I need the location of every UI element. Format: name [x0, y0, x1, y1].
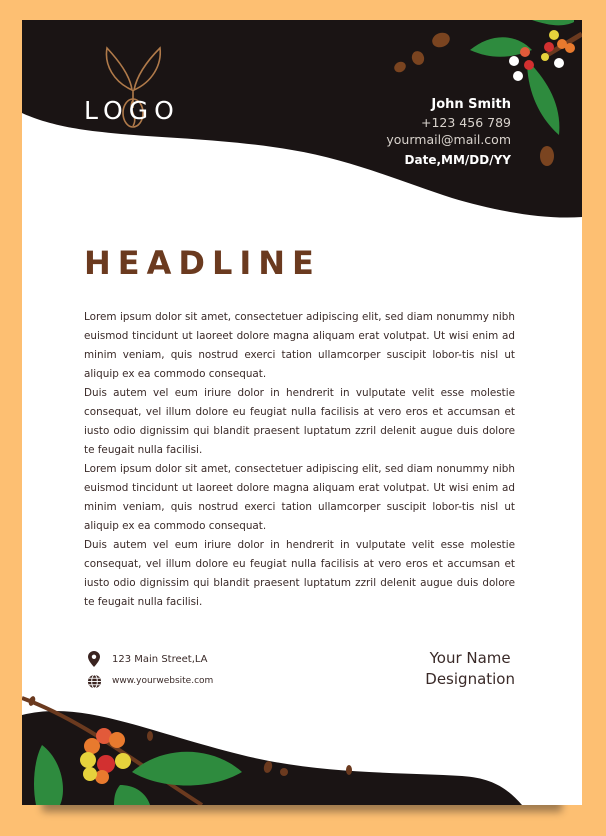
website-link[interactable]: www.yourwebsite.com	[112, 676, 214, 686]
contact-name: John Smith	[431, 97, 511, 112]
headline: HEADLINE	[84, 244, 321, 282]
footer-contact	[86, 648, 213, 692]
signature-designation: Designation	[425, 670, 515, 688]
signature-block	[425, 648, 515, 690]
body-text	[84, 308, 515, 612]
signature-name: Your Name	[429, 649, 511, 667]
contact-email: yourmail@mail.com	[386, 132, 511, 147]
paragraph: Duis autem vel eum iriure dolor in hendrerit in vulputate velit esse molestie consequat, vel illum dolore eu feugiat nulla facilisis at vero eros et accumsan et iusto odio dignissim qui blandit praesent luptatum zzril delenit augue duis dolore te feugait nulla facilisi.	[84, 539, 515, 608]
contact-phone: +123 456 789	[421, 115, 511, 130]
contact-block	[386, 96, 511, 170]
address-text: 123 Main Street,LA	[112, 653, 208, 665]
letterhead-page	[22, 20, 582, 805]
globe-icon	[86, 673, 102, 689]
map-pin-icon	[86, 651, 102, 667]
paragraph: Duis autem vel eum iriure dolor in hendrerit in vulputate velit esse molestie consequat, vel illum dolore eu feugiat nulla facilisis at vero eros et accumsan et iusto odio dignissim qui blandit praesent luptatum zzril delenit augue duis dolore te feugait nulla facilisi.	[84, 387, 515, 456]
contact-date: Date,MM/DD/YY	[404, 153, 511, 167]
paragraph: Lorem ipsum dolor sit amet, consectetuer adipiscing elit, sed diam nonummy nibh euismod tincidunt ut laoreet dolore magna aliquam erat volutpat. Ut wisi enim ad minim veniam, quis nostrud exerci tation ullamcorper suscipit lobor-tis nisl ut aliquip ex ea commodo consequat.	[84, 463, 515, 532]
paragraph: Lorem ipsum dolor sit amet, consectetuer adipiscing elit, sed diam nonummy nibh euismod tincidunt ut laoreet dolore magna aliquam erat volutpat. Ut wisi enim ad minim veniam, quis nostrud exerci tation ullamcorper suscipit lobor-tis nisl ut aliquip ex ea commodo consequat.	[84, 311, 515, 380]
logo-text: LOGO	[84, 96, 180, 125]
